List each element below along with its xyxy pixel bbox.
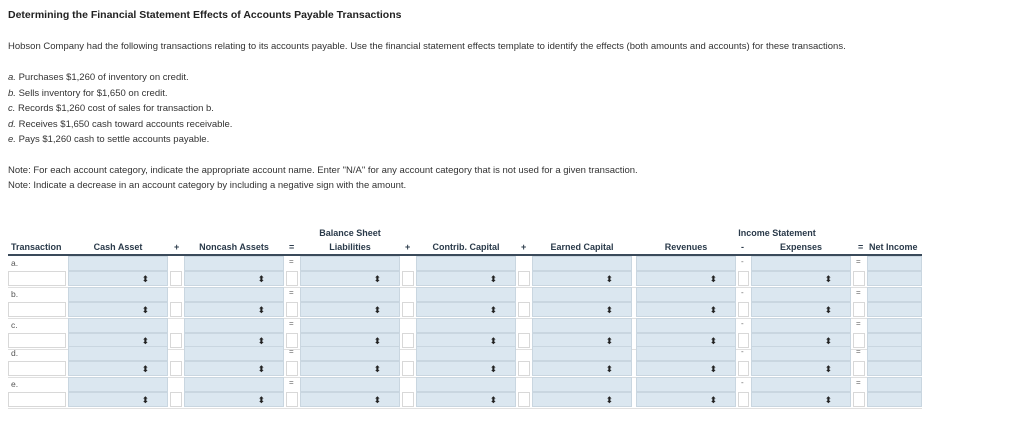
up-down-arrows-icon: ⬍	[257, 336, 265, 346]
equals-operator: =	[289, 242, 295, 252]
list-item-letter: e.	[8, 134, 16, 145]
row-spacer	[286, 271, 298, 286]
net-income-amount-input[interactable]	[867, 377, 922, 392]
up-down-arrows-icon: ⬍	[141, 305, 149, 315]
up-down-arrows-icon: ⬍	[824, 364, 832, 374]
list-item-text: Purchases $1,260 of inventory on credit.	[15, 72, 189, 83]
up-down-arrows-icon: ⬍	[257, 395, 265, 405]
contrib-capital-account-select[interactable]	[416, 392, 516, 407]
row-spacer	[518, 333, 530, 348]
up-down-arrows-icon: ⬍	[141, 395, 149, 405]
net-income-account-input[interactable]	[867, 302, 922, 317]
up-down-arrows-icon: ⬍	[489, 305, 497, 315]
liabilities-amount-input[interactable]	[300, 318, 400, 333]
row-spacer	[518, 361, 530, 376]
earned-capital-amount-input[interactable]	[532, 377, 632, 392]
expenses-amount-input[interactable]	[751, 256, 851, 271]
cash-asset-account-select[interactable]	[68, 302, 168, 317]
equals-operator: =	[289, 378, 294, 387]
noncash-assets-amount-input[interactable]	[184, 256, 284, 271]
up-down-arrows-icon: ⬍	[605, 274, 613, 284]
row-spacer	[853, 392, 865, 407]
contrib-capital-amount-input[interactable]	[416, 346, 516, 361]
up-down-arrows-icon: ⬍	[709, 336, 717, 346]
equals-operator: =	[858, 242, 864, 252]
noncash-assets-account-select[interactable]	[184, 271, 284, 286]
row-spacer	[518, 271, 530, 286]
revenues-amount-input[interactable]	[636, 287, 736, 302]
up-down-arrows-icon: ⬍	[709, 274, 717, 284]
up-down-arrows-icon: ⬍	[257, 364, 265, 374]
row-spacer	[286, 361, 298, 376]
equals-operator: =	[856, 378, 861, 387]
row-spacer	[170, 333, 182, 348]
noncash-assets-amount-input[interactable]	[184, 346, 284, 361]
earned-capital-amount-input[interactable]	[532, 346, 632, 361]
earned-capital-amount-input[interactable]	[532, 318, 632, 333]
cash-asset-amount-input[interactable]	[68, 377, 168, 392]
liabilities-account-select[interactable]	[300, 361, 400, 376]
cash-asset-amount-input[interactable]	[68, 256, 168, 271]
up-down-arrows-icon: ⬍	[824, 274, 832, 284]
noncash-assets-amount-input[interactable]	[184, 318, 284, 333]
contrib-capital-amount-input[interactable]	[416, 287, 516, 302]
up-down-arrows-icon: ⬍	[605, 305, 613, 315]
revenues-amount-input[interactable]	[636, 377, 736, 392]
row-spacer	[853, 302, 865, 317]
row-spacer	[8, 361, 66, 376]
equals-operator: =	[289, 347, 294, 356]
net-income-amount-input[interactable]	[867, 287, 922, 302]
up-down-arrows-icon: ⬍	[605, 395, 613, 405]
list-item-text: Records $1,260 cost of sales for transaction b.	[15, 103, 214, 114]
up-down-arrows-icon: ⬍	[257, 305, 265, 315]
liabilities-amount-input[interactable]	[300, 256, 400, 271]
up-down-arrows-icon: ⬍	[141, 274, 149, 284]
note-line: Note: For each account category, indicate the appropriate account name. Enter "N/A" for any account category that is not used for a given transaction.	[8, 165, 638, 176]
row-spacer	[738, 302, 749, 317]
equals-operator: =	[856, 347, 861, 356]
row-spacer	[8, 392, 66, 407]
equals-operator: =	[289, 319, 294, 328]
row-spacer	[402, 271, 414, 286]
earned-capital-amount-input[interactable]	[532, 256, 632, 271]
col-contrib-capital: Contrib. Capital	[432, 242, 500, 252]
row-label: e.	[11, 379, 19, 389]
net-income-account-input[interactable]	[867, 271, 922, 286]
income-statement-group-header: Income Statement	[738, 228, 816, 238]
contrib-capital-account-select[interactable]	[416, 271, 516, 286]
liabilities-account-select[interactable]	[300, 271, 400, 286]
row-spacer	[286, 392, 298, 407]
col-transaction: Transaction	[11, 242, 62, 252]
row-spacer	[286, 302, 298, 317]
noncash-assets-amount-input[interactable]	[184, 377, 284, 392]
up-down-arrows-icon: ⬍	[373, 274, 381, 284]
equals-operator: =	[289, 257, 294, 266]
up-down-arrows-icon: ⬍	[489, 336, 497, 346]
row-spacer	[286, 333, 298, 348]
equals-operator: =	[856, 288, 861, 297]
noncash-assets-account-select[interactable]	[184, 302, 284, 317]
minus-operator: -	[741, 242, 744, 252]
expenses-amount-input[interactable]	[751, 287, 851, 302]
note-line: Note: Indicate a decrease in an account category by including a negative sign with the amount.	[8, 180, 407, 191]
row-spacer	[738, 271, 749, 286]
list-item-text: Receives $1,650 cash toward accounts receivable.	[15, 118, 233, 130]
equals-operator: =	[856, 257, 861, 266]
liabilities-amount-input[interactable]	[300, 377, 400, 392]
noncash-assets-account-select[interactable]	[184, 392, 284, 407]
row-spacer	[738, 392, 749, 407]
minus-operator: -	[741, 319, 744, 328]
row-spacer	[402, 333, 414, 348]
up-down-arrows-icon: ⬍	[373, 395, 381, 405]
minus-operator: -	[741, 257, 744, 266]
row-spacer	[518, 302, 530, 317]
expenses-account-select[interactable]	[751, 392, 851, 407]
expenses-amount-input[interactable]	[751, 346, 851, 361]
row-spacer	[170, 361, 182, 376]
cash-asset-account-select[interactable]	[68, 361, 168, 376]
col-noncash-assets: Noncash Assets	[199, 242, 269, 252]
earned-capital-account-select[interactable]	[532, 361, 632, 376]
row-label: a.	[11, 258, 19, 268]
net-income-account-input[interactable]	[867, 392, 922, 407]
col-earned-capital: Earned Capital	[550, 242, 614, 252]
list-item-letter: a.	[8, 72, 16, 83]
row-spacer	[738, 361, 749, 376]
up-down-arrows-icon: ⬍	[824, 395, 832, 405]
intro-text: Hobson Company had the following transactions relating to its accounts payable. Use the financial statement effects template to identify the effects (both amounts and accounts) for these transactions.	[8, 41, 846, 52]
contrib-capital-amount-input[interactable]	[416, 377, 516, 392]
net-income-amount-input[interactable]	[867, 256, 922, 271]
earned-capital-account-select[interactable]	[532, 271, 632, 286]
cash-asset-amount-input[interactable]	[68, 346, 168, 361]
row-spacer	[402, 392, 414, 407]
up-down-arrows-icon: ⬍	[373, 336, 381, 346]
cash-asset-amount-input[interactable]	[68, 318, 168, 333]
plus-operator: +	[405, 242, 411, 252]
net-income-account-input[interactable]	[867, 361, 922, 376]
revenues-account-select[interactable]	[636, 392, 736, 407]
plus-operator: +	[174, 242, 180, 252]
expenses-account-select[interactable]	[751, 302, 851, 317]
noncash-assets-account-select[interactable]	[184, 361, 284, 376]
row-spacer	[170, 271, 182, 286]
revenues-account-select[interactable]	[636, 361, 736, 376]
equals-operator: =	[289, 288, 294, 297]
up-down-arrows-icon: ⬍	[605, 336, 613, 346]
net-income-amount-input[interactable]	[867, 318, 922, 333]
list-item-text: Pays $1,260 cash to settle accounts payable.	[15, 134, 210, 145]
expenses-account-select[interactable]	[751, 361, 851, 376]
row-label: d.	[11, 348, 19, 358]
row-spacer	[738, 333, 749, 348]
row-label: c.	[11, 320, 18, 330]
contrib-capital-account-select[interactable]	[416, 302, 516, 317]
noncash-assets-amount-input[interactable]	[184, 287, 284, 302]
list-item-letter: b.	[8, 87, 16, 99]
contrib-capital-amount-input[interactable]	[416, 318, 516, 333]
revenues-amount-input[interactable]	[636, 318, 736, 333]
up-down-arrows-icon: ⬍	[605, 364, 613, 374]
liabilities-account-select[interactable]	[300, 302, 400, 317]
revenues-account-select[interactable]	[636, 271, 736, 286]
row-spacer	[170, 392, 182, 407]
col-revenues: Revenues	[664, 242, 708, 252]
cash-asset-account-select[interactable]	[68, 392, 168, 407]
revenues-amount-input[interactable]	[636, 346, 736, 361]
up-down-arrows-icon: ⬍	[141, 364, 149, 374]
minus-operator: -	[741, 347, 744, 356]
row-spacer	[853, 361, 865, 376]
net-income-amount-input[interactable]	[867, 346, 922, 361]
expenses-account-select[interactable]	[751, 271, 851, 286]
cash-asset-amount-input[interactable]	[68, 287, 168, 302]
row-spacer	[8, 302, 66, 317]
expenses-amount-input[interactable]	[751, 377, 851, 392]
list-item-letter: c.	[8, 103, 16, 114]
up-down-arrows-icon: ⬍	[824, 336, 832, 346]
liabilities-account-select[interactable]	[300, 392, 400, 407]
earned-capital-account-select[interactable]	[532, 392, 632, 407]
expenses-amount-input[interactable]	[751, 318, 851, 333]
list-item-letter: d.	[8, 118, 16, 130]
up-down-arrows-icon: ⬍	[373, 305, 381, 315]
earned-capital-account-select[interactable]	[532, 302, 632, 317]
list-item-text: Sells inventory for $1,650 on credit.	[15, 87, 168, 99]
contrib-capital-account-select[interactable]	[416, 361, 516, 376]
col-liabilities: Liabilities	[329, 242, 371, 252]
col-expenses: Expenses	[779, 242, 823, 252]
up-down-arrows-icon: ⬍	[257, 274, 265, 284]
balance-sheet-group-header: Balance Sheet	[319, 228, 381, 238]
up-down-arrows-icon: ⬍	[824, 305, 832, 315]
row-spacer	[853, 271, 865, 286]
up-down-arrows-icon: ⬍	[489, 395, 497, 405]
earned-capital-amount-input[interactable]	[532, 287, 632, 302]
up-down-arrows-icon: ⬍	[709, 305, 717, 315]
row-spacer	[853, 333, 865, 348]
row-divider	[8, 408, 922, 409]
liabilities-amount-input[interactable]	[300, 346, 400, 361]
row-spacer	[8, 271, 66, 286]
row-spacer	[8, 333, 66, 348]
revenues-amount-input[interactable]	[636, 256, 736, 271]
row-spacer	[402, 302, 414, 317]
equals-operator: =	[856, 319, 861, 328]
up-down-arrows-icon: ⬍	[489, 364, 497, 374]
up-down-arrows-icon: ⬍	[373, 364, 381, 374]
contrib-capital-amount-input[interactable]	[416, 256, 516, 271]
col-cash-asset: Cash Asset	[93, 242, 143, 252]
row-spacer	[170, 302, 182, 317]
up-down-arrows-icon: ⬍	[709, 395, 717, 405]
plus-operator: +	[521, 242, 527, 252]
row-spacer	[402, 361, 414, 376]
up-down-arrows-icon: ⬍	[489, 274, 497, 284]
revenues-account-select[interactable]	[636, 302, 736, 317]
row-label: b.	[11, 289, 19, 299]
minus-operator: -	[741, 288, 744, 297]
liabilities-amount-input[interactable]	[300, 287, 400, 302]
row-spacer	[518, 392, 530, 407]
cash-asset-account-select[interactable]	[68, 271, 168, 286]
minus-operator: -	[741, 378, 744, 387]
page-title: Determining the Financial Statement Effects of Accounts Payable Transactions	[8, 9, 402, 21]
up-down-arrows-icon: ⬍	[709, 364, 717, 374]
up-down-arrows-icon: ⬍	[141, 336, 149, 346]
col-net-income: Net Income	[869, 242, 918, 252]
